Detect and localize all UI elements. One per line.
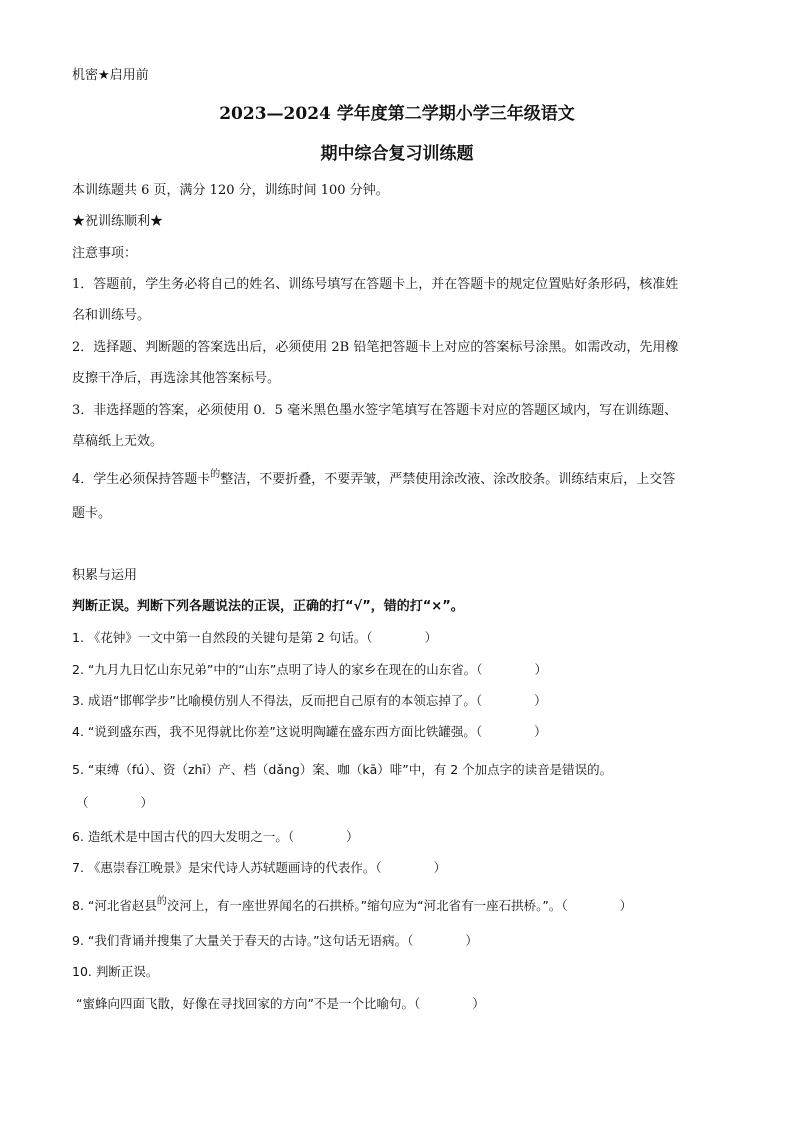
question-superscript: 的 — [156, 896, 167, 907]
question-item — [76, 795, 153, 811]
question-text: （ — [76, 795, 89, 810]
question-item — [72, 693, 547, 709]
question-text: 洨河上，有一座世界闻名的石拱桥。”缩句应为“河北省有一座石拱桥。”。（ — [166, 898, 568, 913]
note-line: 名和训练号。 — [72, 308, 151, 323]
question-text: 1. 《花钟》一文中第一自然段的关键句是第 2 句话。（ — [72, 630, 373, 645]
question-close: ） — [433, 860, 447, 875]
question-item — [72, 933, 478, 949]
note-line — [72, 469, 676, 489]
question-item — [72, 762, 612, 778]
exam-summary: 本训练题共 6 页，满分 120 分，训练时间 100 分钟。 — [72, 183, 389, 198]
question-text: 8. “河北省赵县 — [72, 898, 157, 913]
question-text: 10. 判断正误。 — [72, 964, 159, 979]
exam-title-line1: 2023—2024 学年度第二学期小学三年级语文 — [219, 104, 575, 124]
question-close: ） — [424, 630, 438, 645]
question-item — [72, 898, 632, 916]
note-text: 整洁，不要折叠，不要弄皱，严禁使用涂改液、涂改胶条。训练结束后，上交答 — [220, 472, 676, 487]
question-text: 4. “说到盛东西，我不见得就比你差”这说明陶罐在盛东西方面比铁罐强。（ — [72, 724, 483, 739]
question-text: 7. 《惠崇春江晚景》是宋代诗人苏轼题画诗的代表作。（ — [72, 860, 382, 875]
question-close: ） — [472, 996, 485, 1011]
question-close: ） — [465, 933, 478, 948]
note-line: 2．选择题、判断题的答案选出后，必须使用 2B 铅笔把答题卡上对应的答案标号涂黑。如需改动，先用橡 — [72, 340, 679, 355]
question-item — [76, 996, 485, 1012]
question-close: ） — [534, 662, 548, 677]
note-line: 3．非选择题的答案，必须使用 0．5 毫米黑色墨水签字笔填写在答题卡对应的答题区域内，写在训练题、 — [72, 403, 678, 418]
question-text: 6. 造纸术是中国古代的四大发明之一。（ — [72, 829, 295, 844]
question-item — [72, 964, 158, 980]
note-line: 草稿纸上无效。 — [72, 434, 164, 449]
wish-text: ★祝训练顺利★ — [72, 214, 164, 229]
question-close: ） — [346, 829, 359, 844]
exam-title-line2: 期中综合复习训练题 — [320, 144, 474, 164]
question-close: ） — [619, 898, 633, 913]
question-item — [72, 630, 437, 646]
question-close: ） — [140, 795, 154, 810]
question-item — [72, 724, 547, 740]
note-text: 4．学生必须保持答题卡 — [72, 472, 211, 487]
section-instruction: 判断正误。判断下列各题说法的正误，正确的打“√”，错的打“×”。 — [72, 599, 464, 614]
note-line: 1．答题前，学生务必将自己的姓名、训练号填写在答题卡上，并在答题卡的规定位置贴好条形码，核准姓 — [72, 277, 679, 292]
note-line: 题卡。 — [72, 506, 112, 521]
question-close: ） — [534, 724, 547, 739]
section-heading: 积累与运用 — [72, 568, 138, 583]
question-text: 3. 成语“邯郸学步”比喻模仿别人不得法，反而把自己原有的本领忘掉了。（ — [72, 693, 483, 708]
note-superscript: 的 — [210, 469, 221, 480]
question-close: ） — [534, 693, 547, 708]
question-item — [72, 662, 547, 678]
question-text: 5. “束缚（fú）、资（zhī）产、档（dǎng）案、咖（kā）啡”中，有 2 个加点字的读音是错误的。 — [72, 762, 613, 777]
question-text: 2. “九月九日忆山东兄弟”中的“山东”点明了诗人的家乡在现在的山东省。（ — [72, 662, 483, 677]
question-item — [72, 860, 446, 876]
confidential-label: 机密★启用前 — [72, 68, 149, 83]
question-item — [72, 829, 359, 845]
question-text: “蜜蜂向四面飞散，好像在寻找回家的方向”不是一个比喻句。（ — [76, 996, 421, 1011]
question-text: 9. “我们背诵并搜集了大量关于春天的古诗。”这句话无语病。（ — [72, 933, 414, 948]
notes-heading: 注意事项： — [72, 246, 138, 261]
note-line: 皮擦干净后，再选涂其他答案标号。 — [72, 371, 281, 386]
